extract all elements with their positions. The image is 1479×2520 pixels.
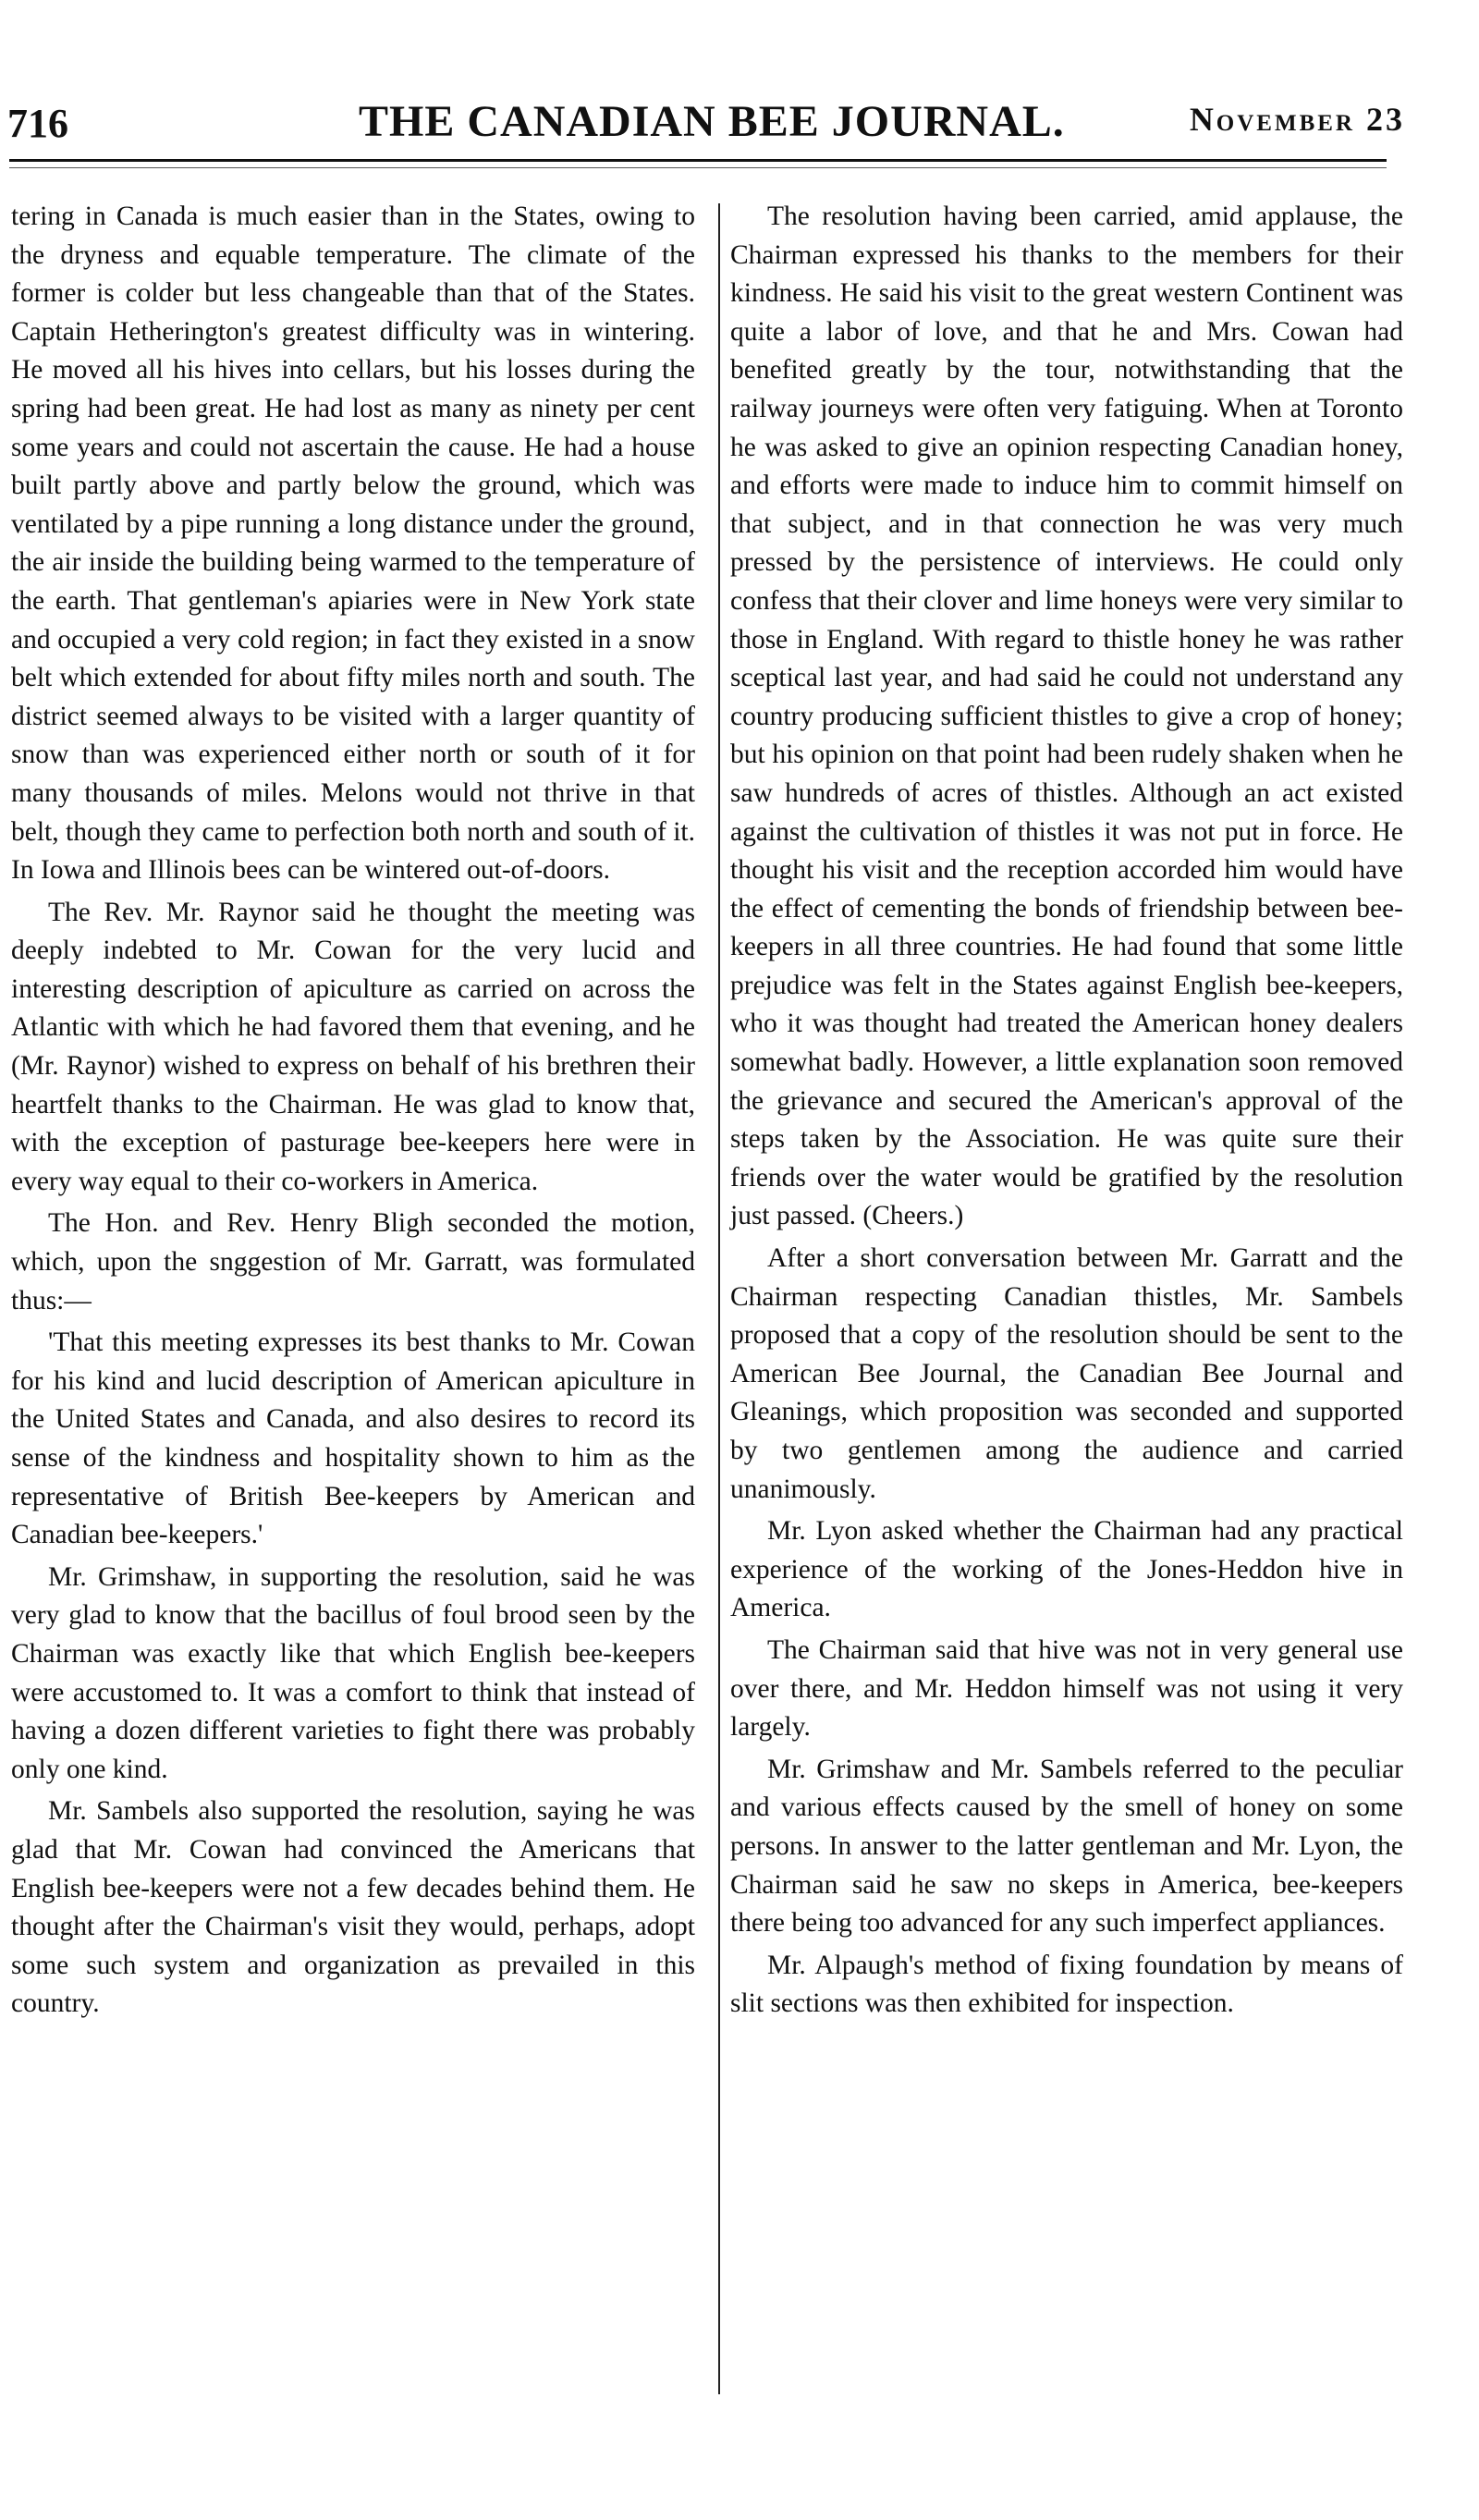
- paragraph: The Rev. Mr. Raynor said he thought the meeting was deeply indebted to Mr. Cowan for the very lucid and interesting description of apiculture as carried on across the Atlantic with which he had favored them that evening, and he (Mr. Raynor) wished to express on behalf of his brethren their heartfelt thanks to the Chairman. He was glad to know that, with the exception of pasturage bee-keepers here were in every way equal to their co-workers in America.: [11, 897, 695, 1196]
- paragraph: Mr. Sambels also supported the resolution, saying he was glad that Mr. Cowan had convinced the Americans that English bee-keepers were not a few decades behind them. He thought after the Chairman's visit they would, perhaps, adopt some such system and organization as prevailed in this country.: [11, 1796, 695, 2019]
- paragraph: The Chairman said that hive was not in very general use over there, and Mr. Heddon himself was not using it very largely.: [730, 1634, 1403, 1743]
- page-number: 716: [7, 101, 68, 146]
- paragraph: Mr. Grimshaw, in supporting the resolution, said he was very glad to know that the bacillus of foul brood seen by the Chairman was exactly like that which English bee-keepers were accustomed to. It was a comfort to think that instead of having a dozen different varieties to fight there was probably only one kind.: [11, 1561, 695, 1784]
- paragraph: The resolution having been carried, amid applause, the Chairman expressed his thanks to the members for their kindness. He said his visit to the great western Continent was quite a labor of love, and that he and Mrs. Cowan had benefited greatly by the tour, notwithstanding that the railway journeys were often very fatiguing. When at Toronto he was asked to give an opinion respecting Canadian honey, and efforts were made to induce him to commit himself on that subject, and in that connection he was very much pressed by the persistence of interviews. He could only confess that their clover and lime honeys were very similar to those in England. With regard to thistle honey he was rather sceptical last year, and had said he could not understand any country producing sufficient thistles to give a crop of honey; but his opinion on that point had been rudely shaken when he saw hundreds of acres of thistles. Although an act existed against the cultivation of thistles it was not put in force. He thought his visit and the reception accorded him would have the effect of cementing the bonds of friendship between bee-keepers in all three countries. He had found that some little prejudice was felt in the States against English bee-keepers, who it was thought had treated the American honey dealers somewhat badly. However, a little explanation soon removed the grievance and secured the American's approval of the steps taken by the Association. He was quite sure their friends over the water would be gratified by the resolution just passed. (Cheers.): [730, 202, 1403, 1231]
- paragraph: tering in Canada is much easier than in the States, owing to the dryness and equable temperature. The climate of the former is colder but less changeable than that of the States. Captain Hetherington's greatest difficulty was in wintering. He moved all his hives into cellars, but his losses during the spring had been great. He had lost as many as ninety per cent some years and could not ascertain the cause. He had a house built partly above and partly below the ground, which was ventilated by a pipe running a long distance under the ground, the air inside the building being warmed to the temperature of the earth. That gentleman's apiaries were in New York state and occupied a very cold region; in fact they existed in a snow belt which extended for about fifty miles north and south. The district seemed always to be visited with a larger quantity of snow than was experienced either north or south of it for many thousands of miles. Melons would not thrive in that belt, though they came to perfection both north and south of it. In Iowa and Illinois bees can be wintered out-of-doors.: [11, 202, 695, 886]
- page-header: [7, 97, 1405, 155]
- column-divider: [718, 203, 720, 2394]
- header-rule: [9, 159, 1387, 162]
- paragraph: After a short conversation between Mr. Garratt and the Chairman respecting Canadian thistles, Mr. Sambels proposed that a copy of the resolution should be sent to the American Bee Journal, the Canadian Bee Journal and Gleanings, which proposition was seconded and supported by two gentlemen among the audience and carried unanimously.: [730, 1243, 1403, 1504]
- resolution-quote: 'That this meeting expresses its best thanks to Mr. Cowan for his kind and lucid description of American apiculture in the United States and Canada, and also desires to record its sense of the kindness and hospitality shown to him as the representative of British Bee-keepers by American and Canadian bee-keepers.': [11, 1327, 695, 1550]
- left-column: [11, 198, 695, 2027]
- paragraph: The Hon. and Rev. Henry Bligh seconded the motion, which, upon the snggestion of Mr. Garratt, was formulated thus:—: [11, 1208, 695, 1315]
- paragraph: Mr. Lyon asked whether the Chairman had any practical experience of the working of the Jones-Heddon hive in America.: [730, 1516, 1403, 1623]
- header-rule-thin: [9, 167, 1387, 168]
- paragraph: Mr. Grimshaw and Mr. Sambels referred to the peculiar and various effects caused by the smell of honey on some persons. In answer to the latter gentleman and Mr. Lyon, the Chairman said he saw no skeps in America, bee-keepers there being too advanced for any such imperfect appliances.: [730, 1754, 1403, 1939]
- right-column: [730, 198, 1403, 2027]
- paragraph: Mr. Alpaugh's method of fixing foundation by means of slit sections was then exhibited for inspection.: [730, 1950, 1403, 2019]
- issue-date: November 23: [1189, 101, 1405, 138]
- journal-title: THE CANADIAN BEE JOURNAL.: [359, 97, 1065, 146]
